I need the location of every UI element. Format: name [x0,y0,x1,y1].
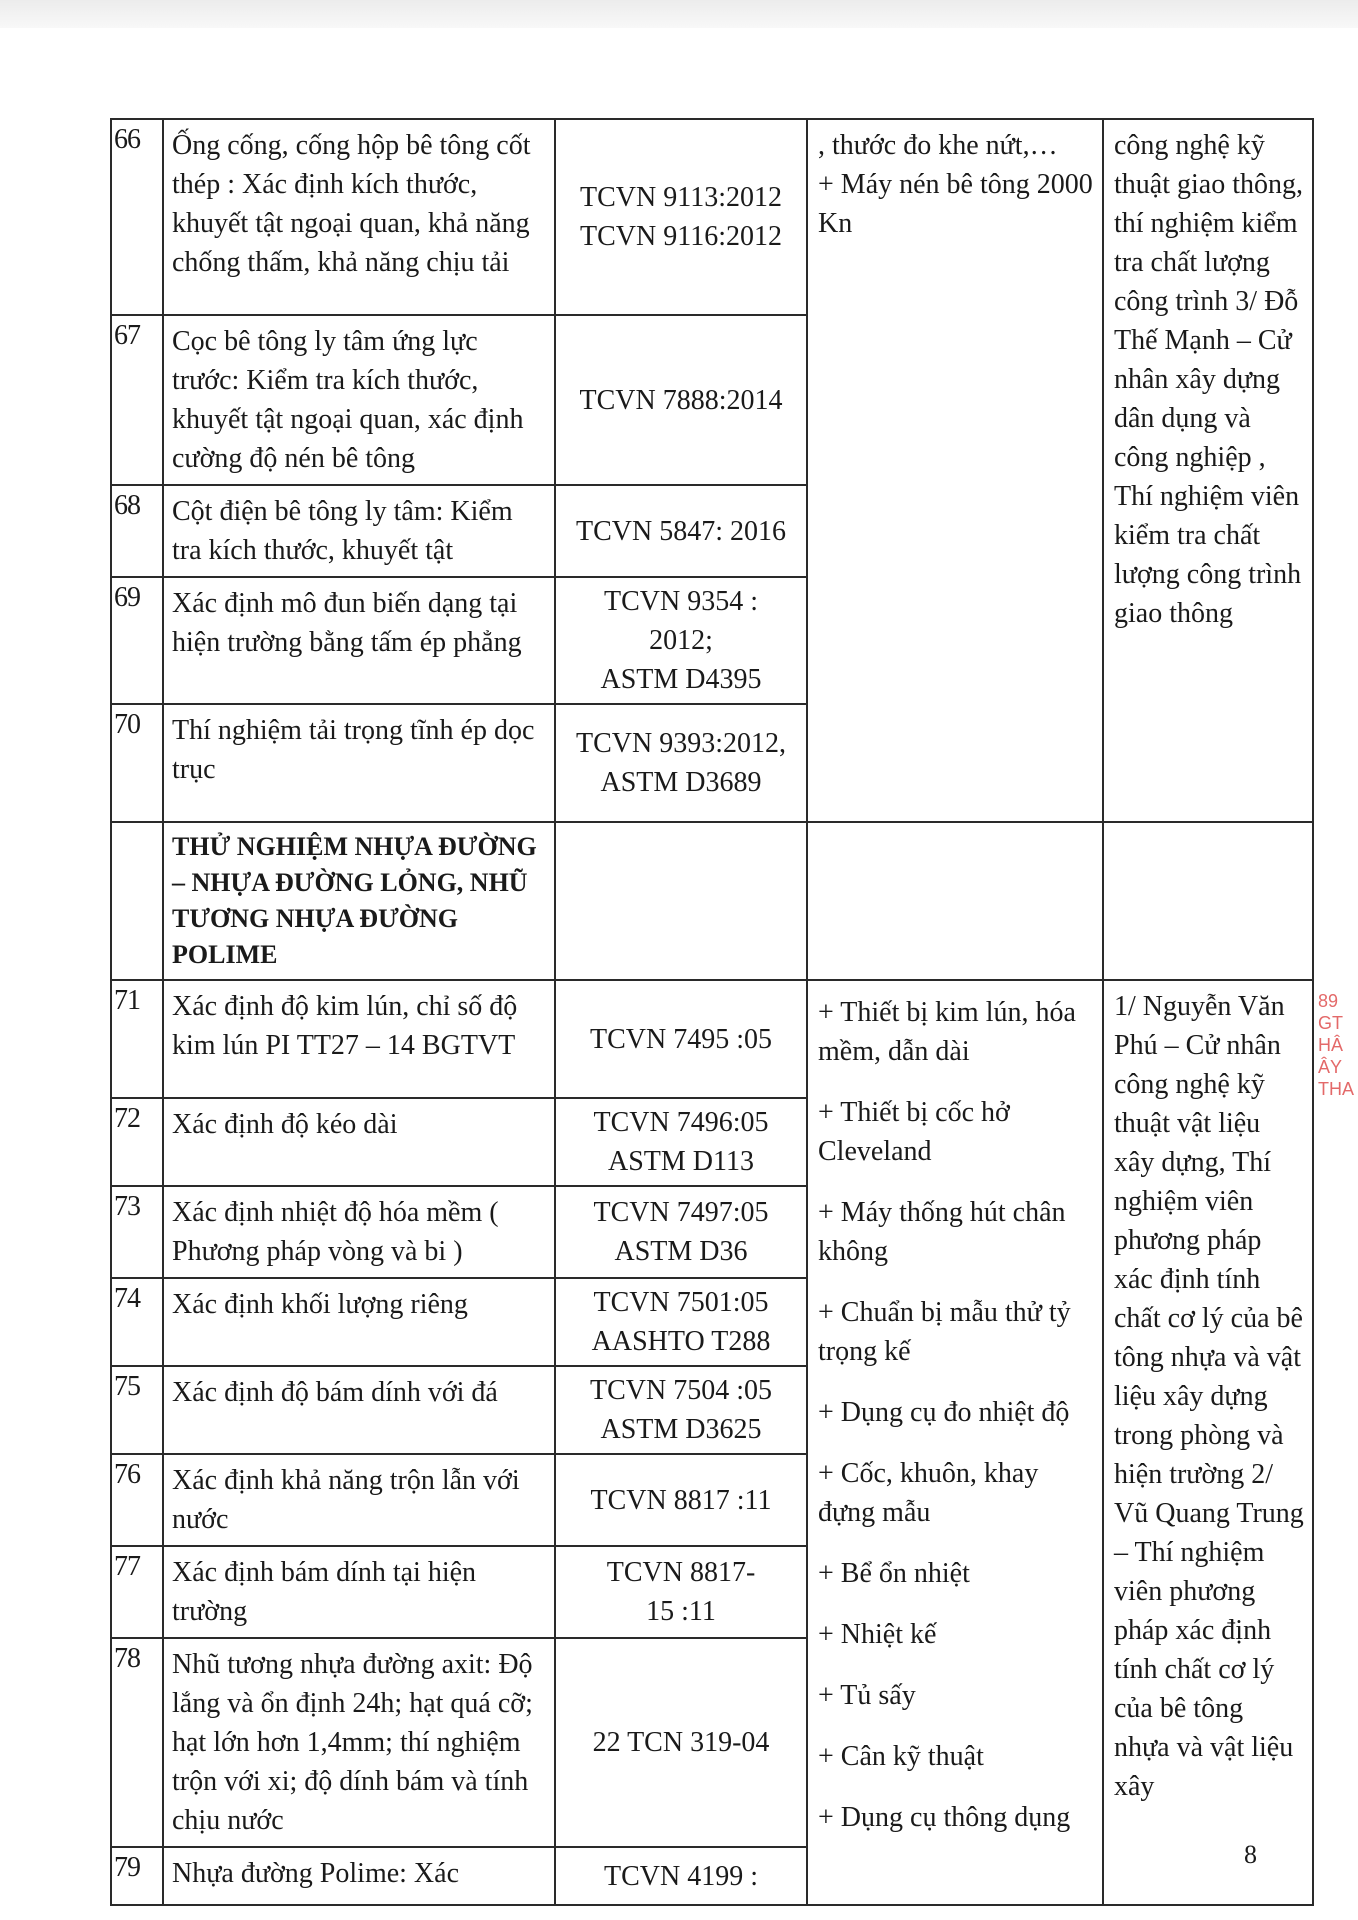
row-number: 74 [111,1278,163,1366]
equipment-item: + Thiết bị cốc hở Cleveland [818,1097,1010,1167]
row-number: 79 [111,1847,163,1905]
equipment-item: + Cốc, khuôn, khay đựng mẫu [818,1458,1039,1528]
standard: TCVN 7504 :05 ASTM D3625 [555,1366,807,1454]
row-number: 69 [111,577,163,704]
standard: TCVN 7495 :05 [555,980,807,1098]
test-name: Xác định độ kim lún, chỉ số độ kim lún PI TT27 – 14 BGTVT [163,980,555,1098]
standard: TCVN 7501:05 AASHTO T288 [555,1278,807,1366]
standard: TCVN 8817 :11 [555,1454,807,1546]
section-row [111,822,1313,980]
test-name: Cột điện bê tông ly tâm: Kiểm tra kích thước, khuyết tật [163,485,555,577]
stamp-fragment: 89 GT HÂ ÂY THA [1318,991,1354,1099]
equipment-cell [807,119,1103,822]
test-name: Xác định khả năng trộn lẫn với nước [163,1454,555,1546]
standard: 22 TCN 319-04 [555,1638,807,1847]
equipment-item: + Dụng cụ thông dụng [818,1802,1071,1833]
equipment-item: + Máy thống hút chân không [818,1197,1066,1267]
test-name: Nhựa đường Polime: Xác [163,1847,555,1905]
test-name: Xác định độ bám dính với đá [163,1366,555,1454]
standard: TCVN 7496:05 ASTM D113 [555,1098,807,1186]
test-name: Thí nghiệm tải trọng tĩnh ép dọc trục [163,704,555,822]
equipment-item: + Thiết bị kim lún, hóa mềm, dẫn dài [818,997,1076,1067]
standard: TCVN 8817- 15 :11 [555,1546,807,1638]
equipment-item: + Cân kỹ thuật [818,1741,984,1772]
test-name: Cọc bê tông ly tâm ứng lực trước: Kiểm tra kích thước, khuyết tật ngoại quan, xác định cường độ nén bê tông [163,315,555,485]
equipment-item: + Bể ổn nhiệt [818,1558,970,1589]
table-row [111,980,1313,1098]
row-number: 78 [111,1638,163,1847]
row-number: 68 [111,485,163,577]
test-name: Ống cống, cống hộp bê tông cốt thép : Xác định kích thước, khuyết tật ngoại quan, khả năng chống thấm, khả năng chịu tải [163,119,555,315]
equipment-item: + Dụng cụ đo nhiệt độ [818,1397,1070,1428]
staff-cell: 1/ Nguyễn Văn Phú – Cử nhân công nghệ kỹ thuật vật liệu xây dựng, Thí nghiệm viên phương pháp xác định tính chất cơ lý của bê tông nhựa và vật liệu xây dựng trong phòng và hiện trường 2/ Vũ Quang Trung – Thí nghiệm viên phương pháp xác định tính chất cơ lý của bê tông nhựa và vật liệu xây [1103,980,1313,1905]
test-table [110,118,1314,1906]
equipment-item: + Nhiệt kế [818,1619,937,1650]
table-row [111,119,1313,315]
equipment-item: + Máy nén bê tông 2000 Kn [818,169,1093,239]
equipment-cell [807,980,1103,1905]
row-number: 70 [111,704,163,822]
equipment-item: , thước đo khe nứt,… [818,130,1058,161]
page-number: 8 [1244,1840,1257,1869]
standard: TCVN 9393:2012, ASTM D3689 [555,704,807,822]
test-name: Nhũ tương nhựa đường axit: Độ lắng và ổn định 24h; hạt quá cỡ; hạt lớn hơn 1,4mm; thí nghiệm trộn với xi; độ dính bám và tính chịu nước [163,1638,555,1847]
row-number: 77 [111,1546,163,1638]
scan-top-edge [0,0,1358,28]
standard: TCVN 9354 : 2012; ASTM D4395 [555,577,807,704]
standard: TCVN 4199 : [555,1847,807,1905]
staff-cell: công nghệ kỹ thuật giao thông, thí nghiệm kiểm tra chất lượng công trình 3/ Đỗ Thế Mạnh – Cử nhân xây dựng dân dụng và công nghiệp , Thí nghiệm viên kiểm tra chất lượng công trình giao thông [1103,119,1313,822]
row-number: 75 [111,1366,163,1454]
test-name: Xác định nhiệt độ hóa mềm ( Phương pháp vòng và bi ) [163,1186,555,1278]
test-name: Xác định độ kéo dài [163,1098,555,1186]
test-name: Xác định bám dính tại hiện trường [163,1546,555,1638]
test-name: Xác định mô đun biến dạng tại hiện trường bằng tấm ép phẳng [163,577,555,704]
standard: TCVN 7888:2014 [555,315,807,485]
row-number: 66 [111,119,163,315]
row-number: 72 [111,1098,163,1186]
row-number: 76 [111,1454,163,1546]
row-number: 73 [111,1186,163,1278]
equipment-item: + Chuẩn bị mẫu thử tỷ trọng kế [818,1297,1071,1367]
standard: TCVN 7497:05 ASTM D36 [555,1186,807,1278]
standard: TCVN 9113:2012 TCVN 9116:2012 [555,119,807,315]
row-number: 71 [111,980,163,1098]
row-number: 67 [111,315,163,485]
standard: TCVN 5847: 2016 [555,485,807,577]
equipment-item: + Tủ sấy [818,1680,916,1711]
test-name: Xác định khối lượng riêng [163,1278,555,1366]
section-title: THỬ NGHIỆM NHỰA ĐƯỜNG – NHỰA ĐƯỜNG LỎNG, NHŨ TƯƠNG NHỰA ĐƯỜNG POLIME [163,822,555,980]
